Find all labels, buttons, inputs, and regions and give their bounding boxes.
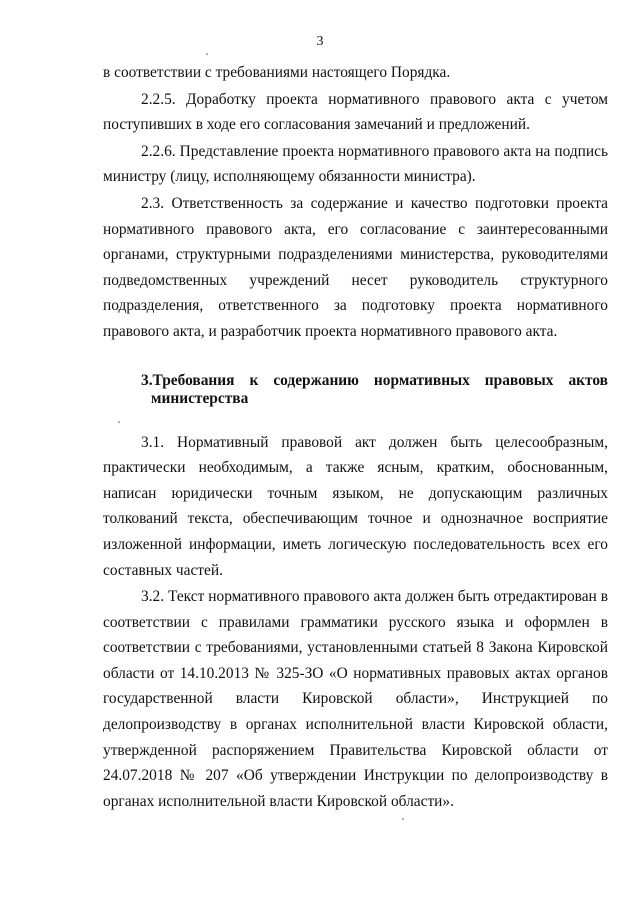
section-3-heading-line1: 3.Требования к содержанию нормативных правовых актов [141, 371, 608, 389]
paragraph-3-2: 3.2. Текст нормативного правового акта должен быть отредактирован в соответствии с правилами грамматики русского языка и оформлен в соответствии с требованиями, установленными статьей 8 Закона Кировской области от 14.10.2013 № 325-ЗО «О нормативных правовых актах органов государственной власти Кировской области», Инструкцией по делопроизводству в органах исполнительной власти Кировской области, утвержденной распоряжением Правительства Кировской области от 24.07.2018 № 207 «Об утверждении Инструкции по делопроизводству в органах исполнительной власти Кировской области». [103, 588, 608, 810]
paragraph-3-1: 3.1. Нормативный правовой акт должен быть целесообразным, практически необходимым, а также ясным, кратким, обоснованным, написан юридически точным языком, не допускающим различных толкований текста, обеспечивающим точное и однозначное восприятие изложенной информации, иметь логическую последовательность всех его составных частей. [103, 433, 608, 579]
document-body [103, 60, 608, 814]
scan-speck [118, 421, 120, 423]
paragraph-2-2-6: 2.2.6. Представление проекта нормативного правового акта на подпись министру (лицу, исполняющему обязанности министра). [103, 142, 608, 186]
paragraph-continuation: в соответствии с требованиями настоящего Порядка. [103, 64, 451, 81]
paragraph-2-3: 2.3. Ответственность за содержание и качество подготовки проекта нормативного правового акта, его согласование с заинтересованными органами, структурными подразделениями министерства, руководителями подведомственных учреждений несет руководитель структурного подразделения, ответственного за подготовку проекта нормативного правового акта, и разработчик проекта нормативного правового акта. [103, 194, 608, 340]
page-number: 3 [316, 34, 324, 49]
section-3-heading [103, 372, 608, 408]
scan-speck [206, 53, 208, 55]
paragraph-2-2-5: 2.2.5. Доработку проекта нормативного правового акта с учетом поступивших в ходе его согласования замечаний и предложений. [103, 90, 608, 134]
scan-speck [402, 818, 404, 820]
section-3-heading-line2: министерства [151, 389, 249, 407]
